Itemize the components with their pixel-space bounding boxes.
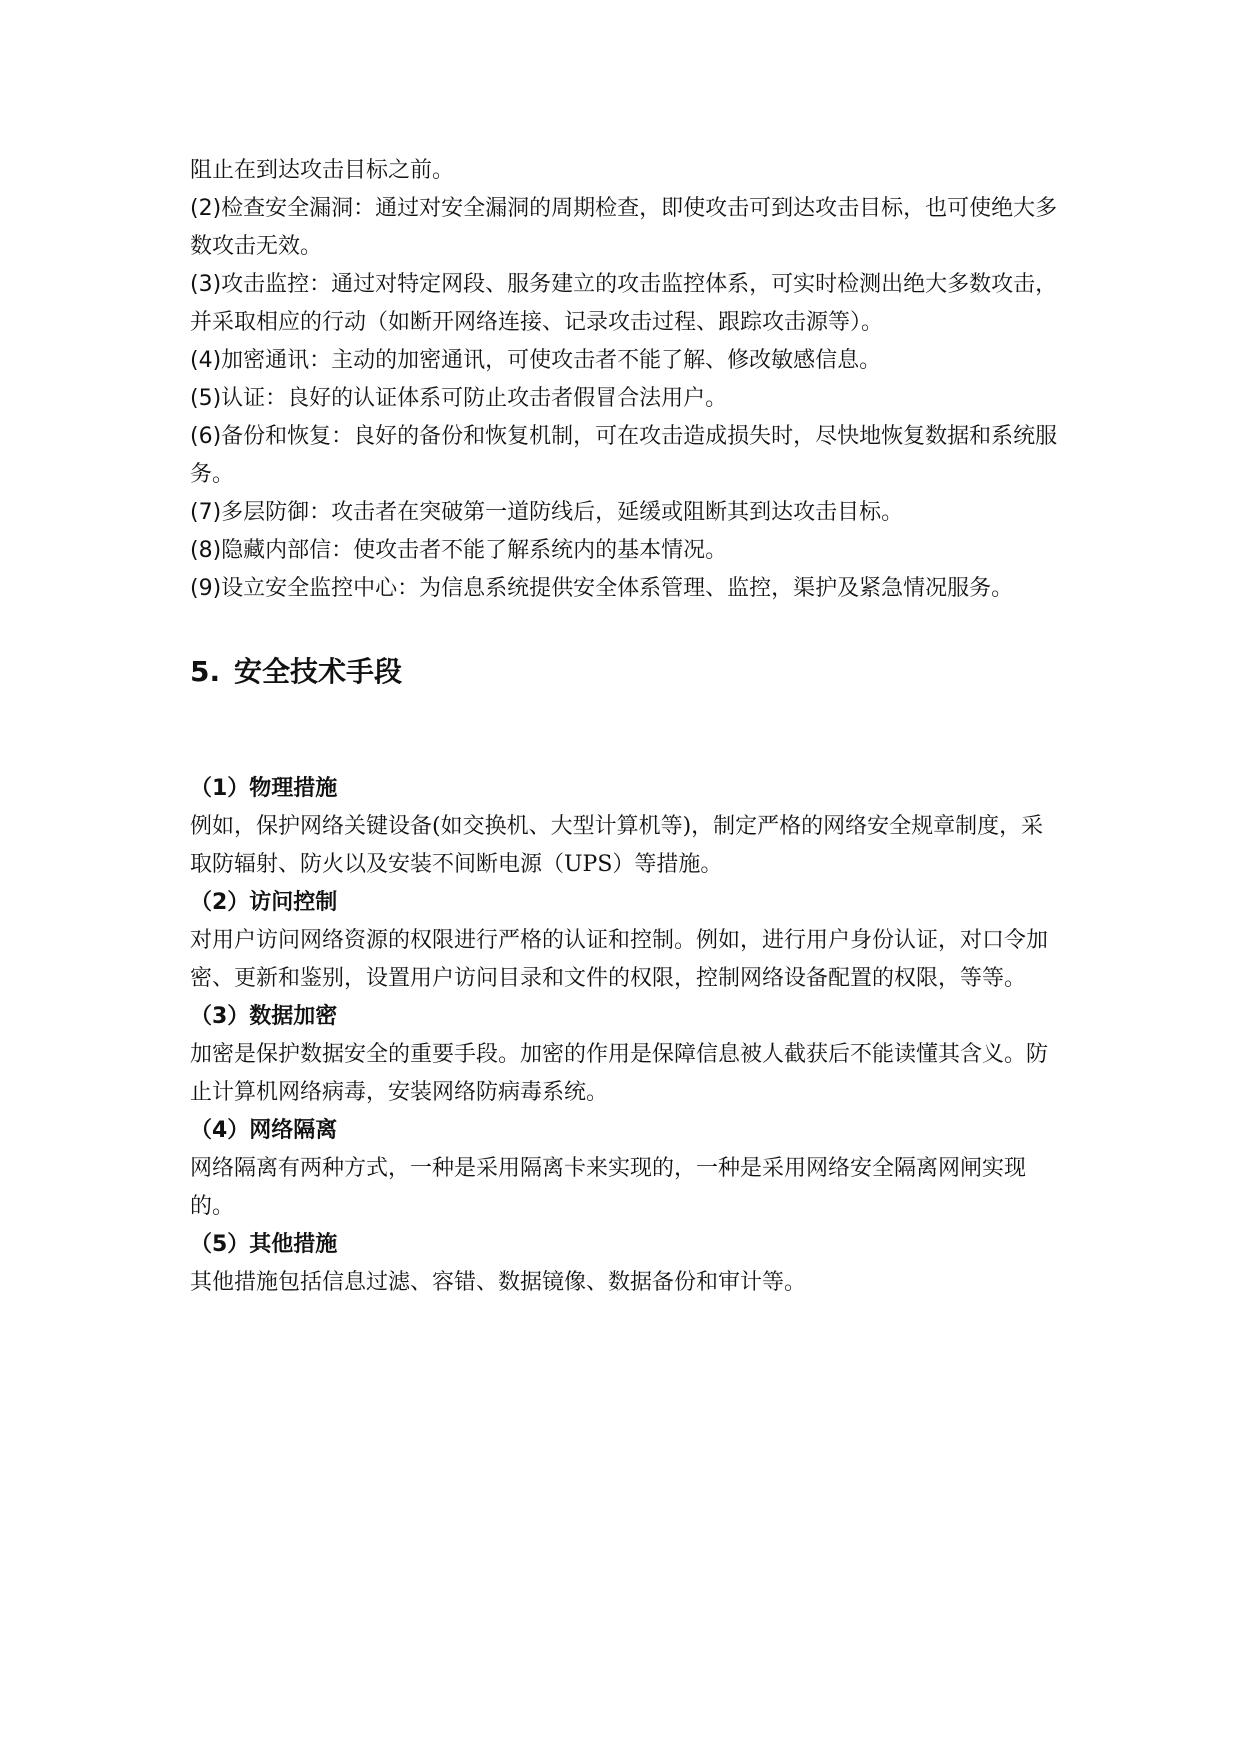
measure-text: 为信息系统提供安全体系管理、监控，渠护及紧急情况服务。 (419, 576, 1014, 601)
measure-text: 使攻击者不能了解系统内的基本情况。 (353, 538, 728, 563)
spacer (190, 692, 1060, 770)
subsection-heading: （5）其他措施 (190, 1232, 338, 1257)
measure-term: (3)攻击监控： (190, 272, 332, 297)
subsection-text: 其他措施包括信息过滤、容错、数据镜像、数据备份和审计等。 (190, 1270, 807, 1295)
page-content (190, 152, 1060, 1302)
subsection-text: 加密是保护数据安全的重要手段。加密的作用是保障信息被人截获后不能读懂其含义。防止计算机网络病毒，安装网络防病毒系统。 (190, 1042, 1049, 1105)
intro-continuation: 阻止在到达攻击目标之前。 (190, 158, 455, 183)
measure-term: (5)认证： (190, 386, 288, 411)
section-title: 安全技术手段 (234, 655, 403, 688)
section-heading (190, 652, 1060, 692)
measure-term: (4)加密通讯： (190, 348, 332, 373)
subsection-text: 网络隔离有两种方式，一种是采用隔离卡来实现的，一种是采用网络安全隔离网闸实现的。 (190, 1156, 1027, 1219)
subsection-heading: （3）数据加密 (190, 1004, 338, 1029)
measure-term: (7)多层防御： (190, 500, 332, 525)
measure-text: 良好的认证体系可防止攻击者假冒合法用户。 (287, 386, 728, 411)
subsection-heading: （4）网络隔离 (190, 1118, 338, 1143)
subsection-heading: （2）访问控制 (190, 890, 338, 915)
section-number: 5. (190, 655, 221, 688)
measure-term: (2)检查安全漏洞： (190, 196, 376, 221)
measure-item (190, 418, 1060, 494)
measure-term: (6)备份和恢复： (190, 424, 354, 449)
measure-item (190, 570, 1060, 608)
measure-item (190, 342, 1060, 380)
measure-text: 良好的备份和恢复机制，可在攻击造成损失时，尽快地恢复数据和系统服务。 (190, 424, 1058, 487)
measure-term: (9)设立安全监控中心： (190, 576, 420, 601)
measure-item (190, 494, 1060, 532)
measure-text: 主动的加密通讯，可使攻击者不能了解、修改敏感信息。 (331, 348, 882, 373)
measure-text: 通过对安全漏洞的周期检查，即使攻击可到达攻击目标，也可使绝大多数攻击无效。 (190, 196, 1058, 259)
measure-item (190, 380, 1060, 418)
subsection-text: 例如，保护网络关键设备(如交换机、大型计算机等)，制定严格的网络安全规章制度，采取防辐射、防火以及安装不间断电源（UPS）等措施。 (190, 814, 1044, 877)
subsection-text: 对用户访问网络资源的权限进行严格的认证和控制。例如，进行用户身份认证，对口令加密、更新和鉴别，设置用户访问目录和文件的权限，控制网络设备配置的权限，等等。 (190, 928, 1049, 991)
measure-item (190, 266, 1060, 342)
measure-text: 通过对特定网段、服务建立的攻击监控体系，可实时检测出绝大多数攻击，并采取相应的行动（如断开网络连接、记录攻击过程、跟踪攻击源等）。 (190, 272, 1058, 335)
subsection-heading: （1）物理措施 (190, 776, 338, 801)
measure-item (190, 190, 1060, 266)
measure-text: 攻击者在突破第一道防线后，延缓或阻断其到达攻击目标。 (331, 500, 904, 525)
measure-term: (8)隐藏内部信： (190, 538, 354, 563)
measure-item (190, 532, 1060, 570)
